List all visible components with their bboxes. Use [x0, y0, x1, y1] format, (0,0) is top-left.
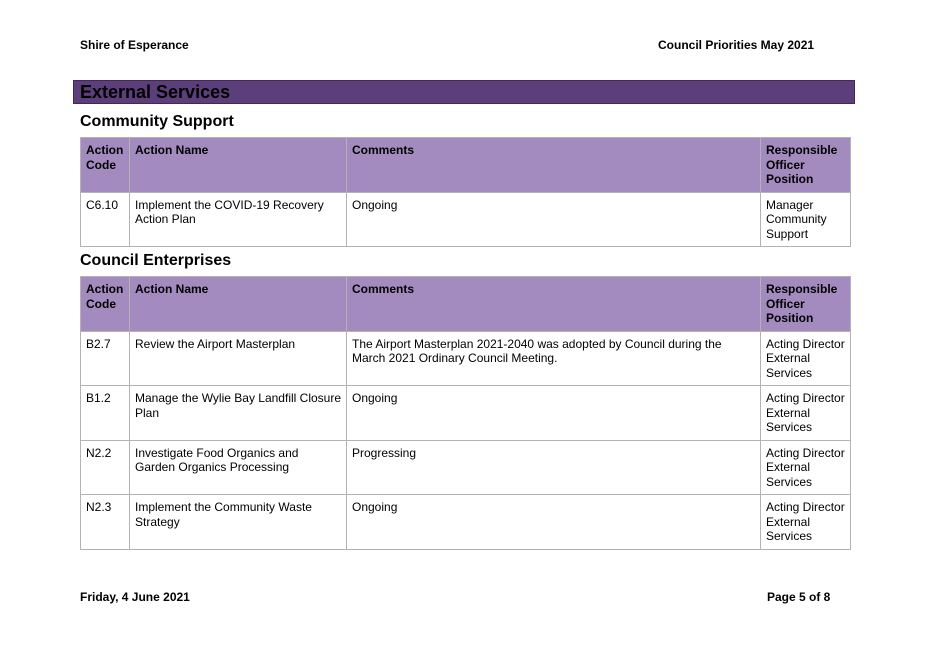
column-header-action-name: Action Name [130, 277, 347, 332]
action-code-cell: B2.7 [81, 331, 130, 386]
officer-cell: Manager Community Support [761, 192, 851, 247]
officer-cell: Acting Director External Services [761, 331, 851, 386]
column-header-comments: Comments [347, 138, 761, 193]
comments-cell: Ongoing [347, 386, 761, 441]
action-name-cell: Implement the COVID-19 Recovery Action Plan [130, 192, 347, 247]
community-support-table [80, 137, 851, 247]
table-row [81, 331, 851, 386]
table-row [81, 386, 851, 441]
table-header-row [81, 277, 851, 332]
council-enterprises-table [80, 276, 851, 550]
officer-cell: Acting Director External Services [761, 495, 851, 550]
footer-page-number: Page 5 of 8 [767, 590, 831, 604]
column-header-responsible-officer: Responsible Officer Position [761, 138, 851, 193]
group-title-council-enterprises: Council Enterprises [80, 252, 232, 269]
action-code-cell: N2.3 [81, 495, 130, 550]
header-organisation: Shire of Esperance [80, 38, 189, 52]
table-row [81, 192, 851, 247]
comments-cell: Ongoing [347, 495, 761, 550]
comments-cell: The Airport Masterplan 2021-2040 was adopted by Council during the March 2021 Ordinary Council Meeting. [347, 331, 761, 386]
action-name-cell: Implement the Community Waste Strategy [130, 495, 347, 550]
column-header-comments: Comments [347, 277, 761, 332]
action-code-cell: B1.2 [81, 386, 130, 441]
officer-cell: Acting Director External Services [761, 386, 851, 441]
group-title-community-support: Community Support [80, 113, 234, 130]
table-row [81, 440, 851, 495]
column-header-action-name: Action Name [130, 138, 347, 193]
table-row [81, 495, 851, 550]
column-header-action-code: Action Code [81, 138, 130, 193]
footer-date: Friday, 4 June 2021 [80, 590, 190, 604]
column-header-action-code: Action Code [81, 277, 130, 332]
action-code-cell: N2.2 [81, 440, 130, 495]
comments-cell: Progressing [347, 440, 761, 495]
column-header-responsible-officer: Responsible Officer Position [761, 277, 851, 332]
action-name-cell: Review the Airport Masterplan [130, 331, 347, 386]
table-header-row [81, 138, 851, 193]
action-code-cell: C6.10 [81, 192, 130, 247]
action-name-cell: Manage the Wylie Bay Landfill Closure Plan [130, 386, 347, 441]
comments-cell: Ongoing [347, 192, 761, 247]
section-title: External Services [80, 82, 231, 102]
section-banner [73, 80, 855, 104]
officer-cell: Acting Director External Services [761, 440, 851, 495]
header-document-title: Council Priorities May 2021 [658, 38, 815, 52]
action-name-cell: Investigate Food Organics and Garden Organics Processing [130, 440, 347, 495]
